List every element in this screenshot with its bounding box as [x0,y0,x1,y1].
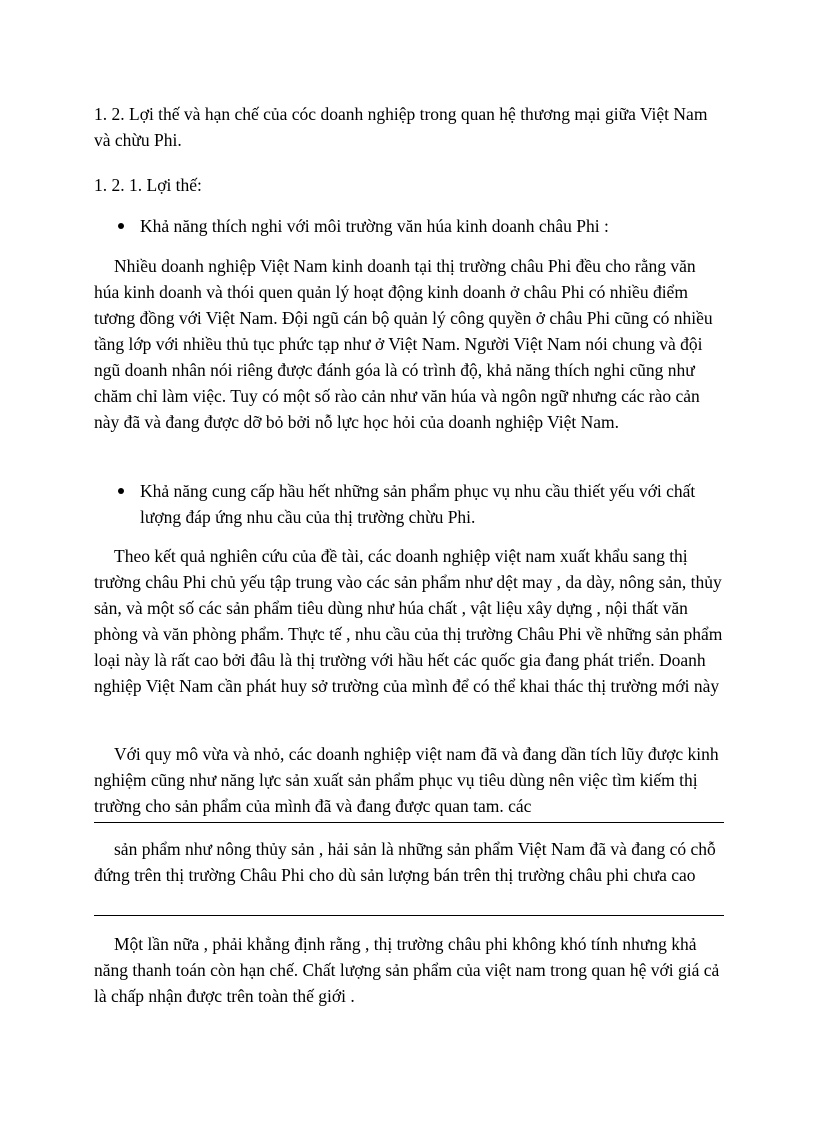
divider-line [94,915,724,916]
paragraph-conclusion: Một lần nữa , phải khẳng định rằng , thị trường châu phi không khó tính nhưng khả năng thanh toán còn hạn chế. Chất lượng sản phẩm của việt nam trong quan hệ với giá cả là chấp nhận được trên toàn thế giới . [94,934,720,1006]
paragraph-research: Theo kết quả nghiên cứu của đề tài, các doanh nghiệp việt nam xuất khẩu sang thị trường châu Phi chủ yếu tập trung vào các sản phẩm như dệt may , da dày, nông sản, thủy sản, và một số các sản phẩm tiêu dùng như húa chất , vật liệu xây dựng , nội thất văn phòng và văn phòng phẩm. Thực tế , nhu cầu của thị trường Châu Phi về những sản phẩm loại này là rất cao bởi đâu là thị trường với hầu hết các quốc gia đang phát triển. Doanh nghiệp Việt Nam cần phát huy sở trường của mình để có thể khai thác thị trường mới này [94,546,723,696]
divider-line [94,822,724,823]
bullet-icon [118,488,124,494]
bullet-item-supply [140,478,730,530]
paragraph-scale: Với quy mô vừa và nhỏ, các doanh nghiệp việt nam đã và đang dần tích lũy được kinh nghiệm cũng như năng lực sản xuất sản phẩm phục vụ tiêu dùng nên việc tìm kiếm thị trường cho sản phẩm của mình đã và đang được quan tam. các [94,744,719,816]
bullet-text: Khả năng cung cấp hầu hết những sản phẩm phục vụ nhu cầu thiết yếu với chất lượng đáp ứng nhu cầu của thị trường chừu Phi. [140,481,696,527]
section-heading: 1. 2. Lợi thế và hạn chế của cóc doanh nghiệp trong quan hệ thương mại giữa Việt Nam và chừu Phi. [94,104,708,150]
paragraph-products: sản phẩm như nông thủy sản , hải sản là những sản phẩm Việt Nam đã và đang có chỗ đứng trên thị trường Châu Phi cho dù sản lượng bán trên thị trường châu phi chưa cao [94,839,716,885]
bullet-text: Khả năng thích nghi với môi trường văn húa kinh doanh châu Phi : [140,216,609,236]
bullet-icon [118,223,124,229]
subsection-heading: 1. 2. 1. Lợi thế: [94,175,202,195]
bullet-item-adaptability [140,213,730,239]
paragraph-adaptability: Nhiều doanh nghiệp Việt Nam kinh doanh tại thị trường châu Phi đều cho rằng văn húa kinh doanh và thói quen quản lý hoạt động kinh doanh ở châu Phi có nhiều điểm tương đồng với Việt Nam. Đội ngũ cán bộ quản lý công quyền ở châu Phi cũng có nhiều tầng lớp với nhiều thủ tục phức tạp như ở Việt Nam. Người Việt Nam nói chung và đội ngũ doanh nhân nói riêng được đánh góa là có trình độ, khả năng thích nghi cũng như chăm chỉ làm việc. Tuy có một số rào cản như văn húa và ngôn ngữ nhưng các rào cản này đã và đang được dỡ bỏ bởi nỗ lực học hỏi của doanh nghiệp Việt Nam. [94,256,713,432]
